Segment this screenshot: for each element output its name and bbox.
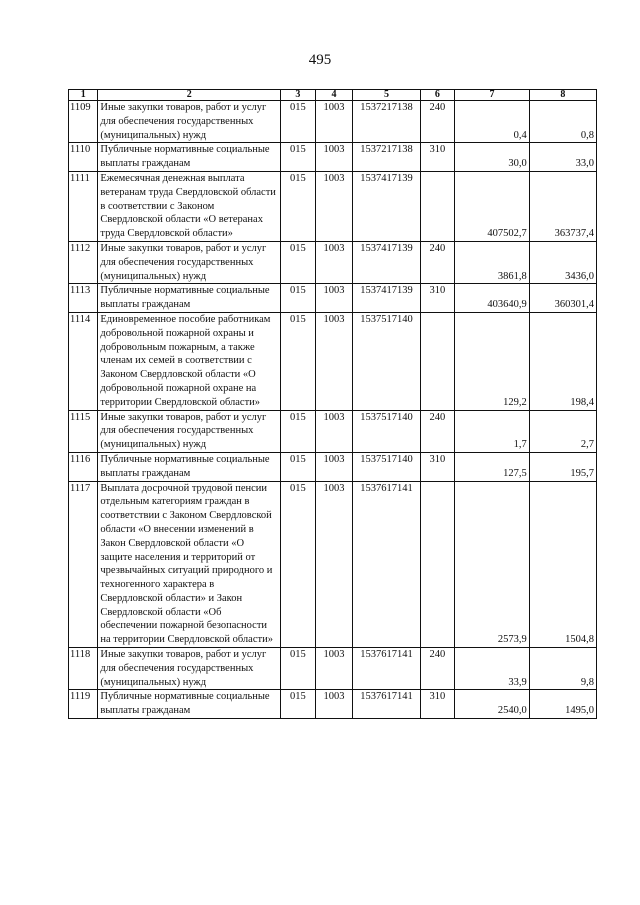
row-name: Публичные нормативные социальные выплаты гражданам xyxy=(98,284,281,313)
table-row xyxy=(69,241,597,283)
row-col5: 1537217138 xyxy=(353,143,420,172)
row-name: Иные закупки товаров, работ и услуг для обеспечения государственных (муниципальных) нужд xyxy=(98,648,281,690)
table-row xyxy=(69,481,597,648)
row-col4: 1003 xyxy=(315,143,353,172)
row-col4: 1003 xyxy=(315,648,353,690)
row-col3: 015 xyxy=(281,284,316,313)
header-cell: 3 xyxy=(281,90,316,101)
row-col4: 1003 xyxy=(315,171,353,241)
row-col5: 1537417139 xyxy=(353,171,420,241)
row-code: 1116 xyxy=(69,452,98,481)
header-cell: 2 xyxy=(98,90,281,101)
row-code: 1114 xyxy=(69,312,98,410)
header-cell: 5 xyxy=(353,90,420,101)
page-number: 495 xyxy=(308,52,332,68)
row-col7: 3861,8 xyxy=(455,241,530,283)
row-col7: 1,7 xyxy=(455,410,530,452)
table-row xyxy=(69,143,597,172)
header-cell: 4 xyxy=(315,90,353,101)
row-name: Иные закупки товаров, работ и услуг для обеспечения государственных (муниципальных) нужд xyxy=(98,241,281,283)
row-col6: 310 xyxy=(420,143,455,172)
row-col7: 407502,7 xyxy=(455,171,530,241)
row-col6 xyxy=(420,312,455,410)
row-col5: 1537517140 xyxy=(353,312,420,410)
row-col8: 2,7 xyxy=(529,410,596,452)
row-col6 xyxy=(420,171,455,241)
header-cell: 7 xyxy=(455,90,530,101)
row-col8: 360301,4 xyxy=(529,284,596,313)
row-code: 1117 xyxy=(69,481,98,648)
table-row xyxy=(69,171,597,241)
row-name: Выплата досрочной трудовой пенсии отдельным категориям граждан в соответствии с Законом Свердловской области «О внесении изменений в Закон Свердловской области «О защите населения и территорий от чрезвычайных ситуаций природного и техногенного характера в Свердловской области» и Закон Свердловской области «Об обеспечении пожарной безопасности на территории Свердловской области» xyxy=(98,481,281,648)
row-name: Иные закупки товаров, работ и услуг для обеспечения государственных (муниципальных) нужд xyxy=(98,410,281,452)
row-col5: 1537417139 xyxy=(353,284,420,313)
table-row xyxy=(69,101,597,143)
row-col7: 127,5 xyxy=(455,452,530,481)
row-col6: 240 xyxy=(420,101,455,143)
header-cell: 8 xyxy=(529,90,596,101)
row-col3: 015 xyxy=(281,481,316,648)
row-col6 xyxy=(420,481,455,648)
header-cell: 6 xyxy=(420,90,455,101)
row-name: Ежемесячная денежная выплата ветеранам труда Свердловской области в соответствии с Законом Свердловской области «О ветеранах труда Свердловской области» xyxy=(98,171,281,241)
table-row xyxy=(69,410,597,452)
row-col8: 363737,4 xyxy=(529,171,596,241)
row-col5: 1537517140 xyxy=(353,410,420,452)
row-col8: 198,4 xyxy=(529,312,596,410)
row-col7: 0,4 xyxy=(455,101,530,143)
table-row xyxy=(69,690,597,719)
row-col4: 1003 xyxy=(315,101,353,143)
row-col7: 2573,9 xyxy=(455,481,530,648)
row-col3: 015 xyxy=(281,648,316,690)
row-col8: 33,0 xyxy=(529,143,596,172)
row-col5: 1537417139 xyxy=(353,241,420,283)
row-col5: 1537617141 xyxy=(353,690,420,719)
row-col7: 33,9 xyxy=(455,648,530,690)
row-col3: 015 xyxy=(281,452,316,481)
row-col8: 0,8 xyxy=(529,101,596,143)
row-col3: 015 xyxy=(281,690,316,719)
row-col4: 1003 xyxy=(315,241,353,283)
header-row xyxy=(69,90,597,101)
row-col3: 015 xyxy=(281,171,316,241)
row-code: 1115 xyxy=(69,410,98,452)
row-col7: 30,0 xyxy=(455,143,530,172)
row-col4: 1003 xyxy=(315,312,353,410)
row-col3: 015 xyxy=(281,241,316,283)
row-col4: 1003 xyxy=(315,452,353,481)
row-col8: 1504,8 xyxy=(529,481,596,648)
budget-table xyxy=(68,89,597,719)
row-col4: 1003 xyxy=(315,284,353,313)
row-col7: 403640,9 xyxy=(455,284,530,313)
row-name: Публичные нормативные социальные выплаты гражданам xyxy=(98,690,281,719)
row-col6: 240 xyxy=(420,410,455,452)
row-col4: 1003 xyxy=(315,690,353,719)
row-code: 1110 xyxy=(69,143,98,172)
row-col5: 1537617141 xyxy=(353,481,420,648)
row-col5: 1537217138 xyxy=(353,101,420,143)
row-name: Публичные нормативные социальные выплаты гражданам xyxy=(98,452,281,481)
row-col3: 015 xyxy=(281,312,316,410)
row-col6: 240 xyxy=(420,648,455,690)
row-code: 1112 xyxy=(69,241,98,283)
header-cell: 1 xyxy=(69,90,98,101)
row-name: Единовременное пособие работникам добровольной пожарной охраны и добровольным пожарным, а также членам их семей в соответствии с Законом Свердловской области «О добровольной пожарной охране на территории Свердловской области» xyxy=(98,312,281,410)
row-name: Публичные нормативные социальные выплаты гражданам xyxy=(98,143,281,172)
row-code: 1111 xyxy=(69,171,98,241)
row-col6: 310 xyxy=(420,284,455,313)
row-col8: 3436,0 xyxy=(529,241,596,283)
row-col8: 9,8 xyxy=(529,648,596,690)
row-name: Иные закупки товаров, работ и услуг для обеспечения государственных (муниципальных) нужд xyxy=(98,101,281,143)
row-col6: 310 xyxy=(420,452,455,481)
row-col5: 1537517140 xyxy=(353,452,420,481)
table-row xyxy=(69,312,597,410)
row-col3: 015 xyxy=(281,101,316,143)
row-col6: 310 xyxy=(420,690,455,719)
row-col8: 1495,0 xyxy=(529,690,596,719)
row-col5: 1537617141 xyxy=(353,648,420,690)
row-col7: 129,2 xyxy=(455,312,530,410)
row-code: 1119 xyxy=(69,690,98,719)
row-col4: 1003 xyxy=(315,481,353,648)
table-row xyxy=(69,648,597,690)
row-code: 1118 xyxy=(69,648,98,690)
row-col4: 1003 xyxy=(315,410,353,452)
row-code: 1113 xyxy=(69,284,98,313)
row-col3: 015 xyxy=(281,143,316,172)
row-col6: 240 xyxy=(420,241,455,283)
table-row xyxy=(69,452,597,481)
table-row xyxy=(69,284,597,313)
row-col3: 015 xyxy=(281,410,316,452)
row-col8: 195,7 xyxy=(529,452,596,481)
row-col7: 2540,0 xyxy=(455,690,530,719)
row-code: 1109 xyxy=(69,101,98,143)
